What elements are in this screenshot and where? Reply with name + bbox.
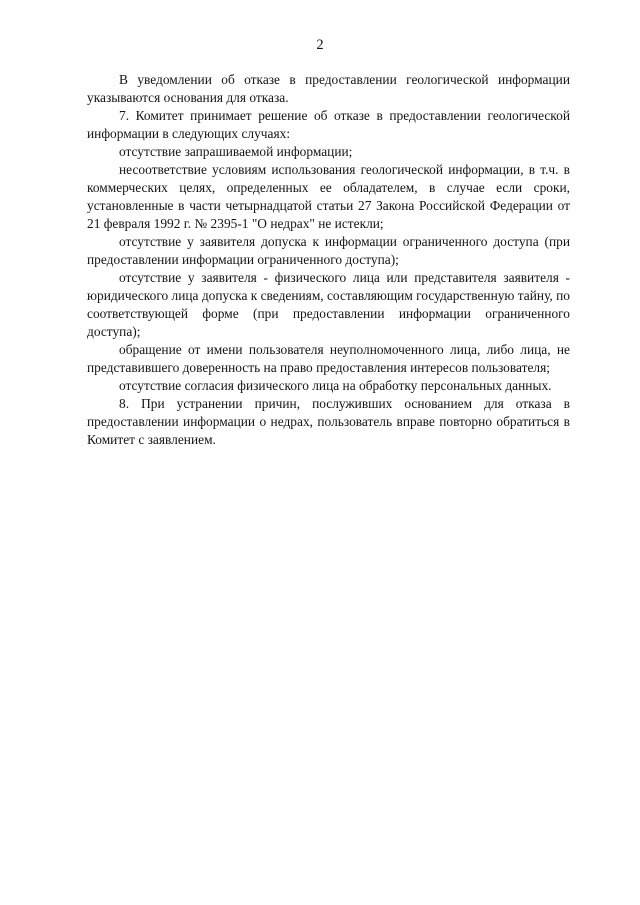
page-number: 2 <box>316 37 324 53</box>
paragraph-refusal-notice: В уведомлении об отказе в предоставлении геологической информации указываются основания для отказа. <box>87 72 570 105</box>
paragraph-item-8-reapply: 8. При устранении причин, послуживших основанием для отказа в предоставлении информации о недрах, пользователь вправе повторно обратиться в Комитет с заявлением. <box>87 396 570 447</box>
paragraph-unauthorized-person: обращение от имени пользователя неуполномоченного лица, либо лица, не представившего доверенность на право предоставления интересов пользователя; <box>87 342 570 375</box>
paragraph-no-restricted-access: отсутствие у заявителя допуска к информации ограниченного доступа (при предоставлении информации ограниченного доступа); <box>87 234 570 267</box>
paragraph-no-personal-data-consent: отсутствие согласия физического лица на обработку персональных данных. <box>119 378 552 393</box>
paragraph-item-7-intro: 7. Комитет принимает решение об отказе в предоставлении геологической информации в следующих случаях: <box>87 108 570 141</box>
paragraph-missing-information: отсутствие запрашиваемой информации; <box>119 144 353 159</box>
paragraph-no-state-secret-access: отсутствие у заявителя - физического лица или представителя заявителя - юридического лица допуска к сведениям, составляющим государственную тайну, по соответствующей форме (при предоставлении информации ограниченного доступа); <box>87 270 570 339</box>
paragraph-usage-conditions: несоответствие условиям использования геологической информации, в т.ч. в коммерческих целях, определенных ее обладателем, в случае если сроки, установленные в части четырнадцатой статьи 27 Закона Российской Федерации от 21 февраля 1992 г. № 2395-1 "О недрах" не истекли; <box>87 162 570 231</box>
document-body <box>87 71 570 449</box>
